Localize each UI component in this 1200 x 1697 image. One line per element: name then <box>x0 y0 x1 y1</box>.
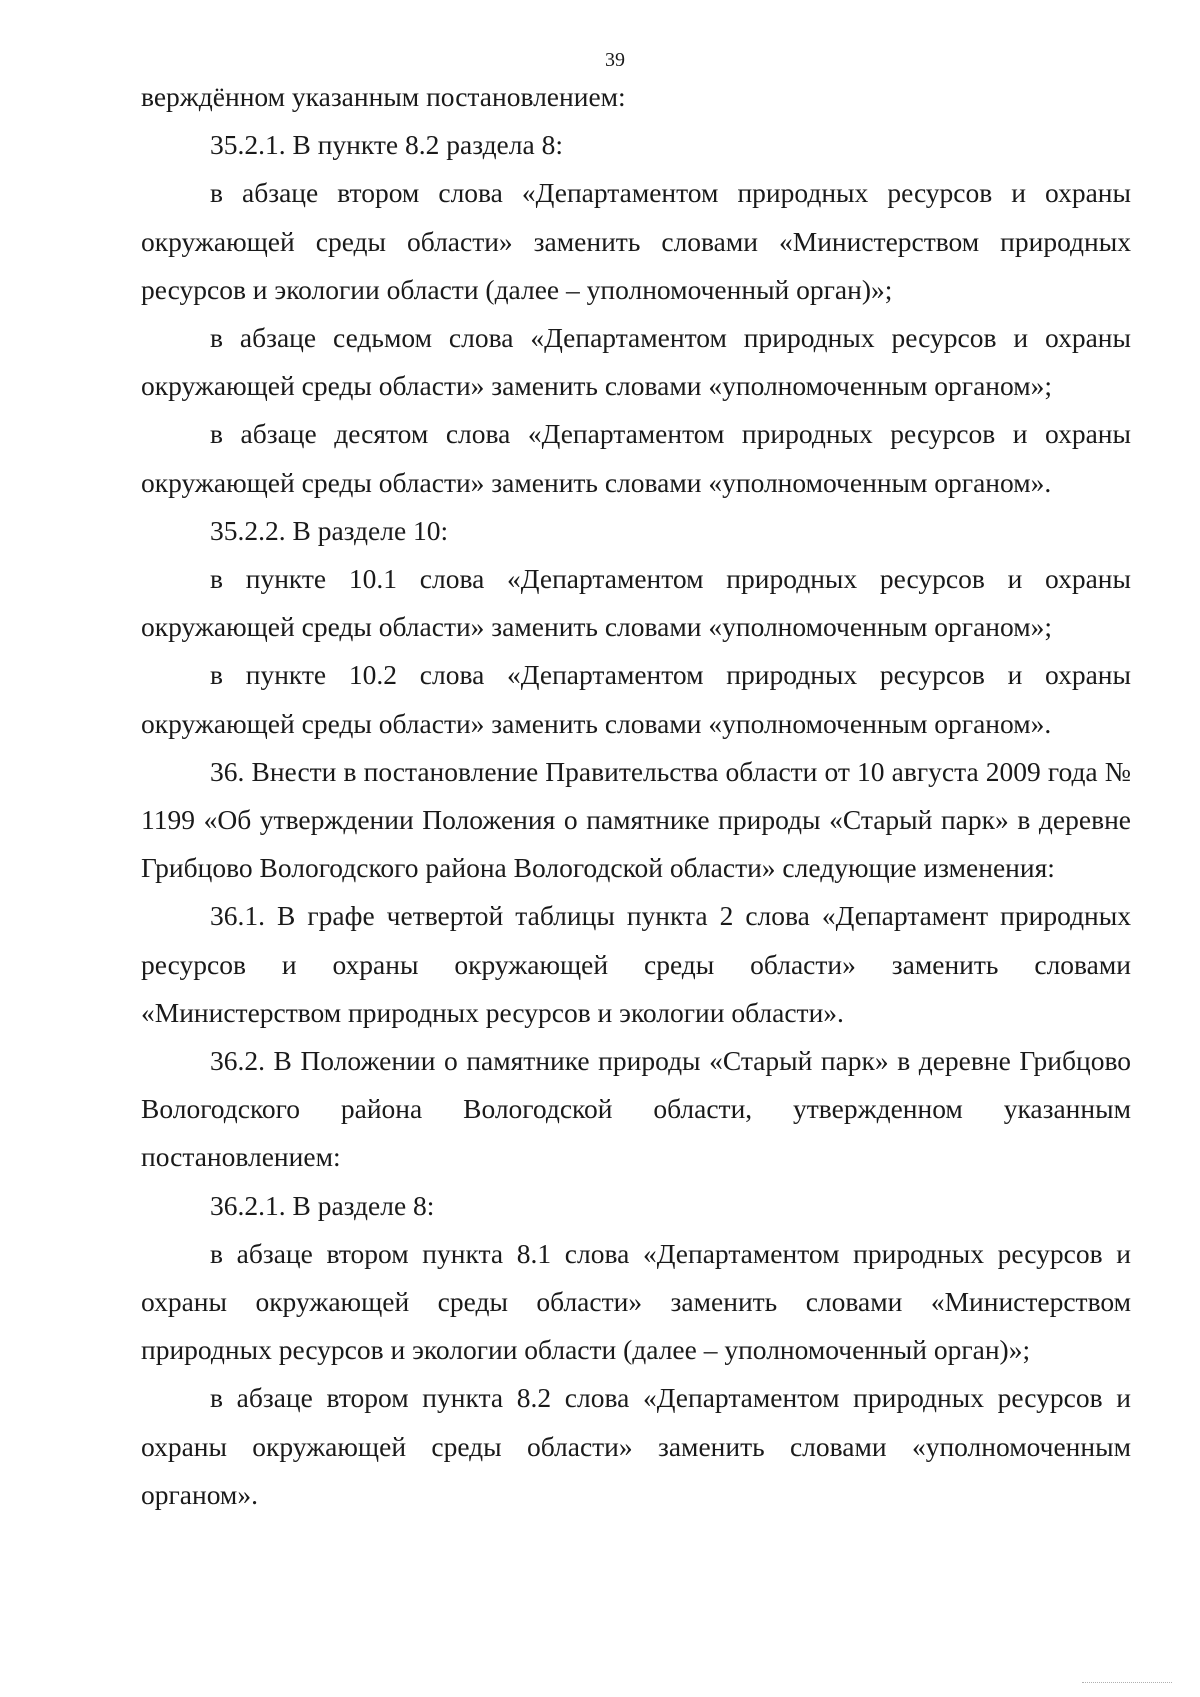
paragraph-item: в абзаце десятом слова «Департаментом природных ресурсов и охраны окружающей среды области» заменить словами «уполномоченным органом». <box>141 418 1131 498</box>
paragraph-item: в абзаце втором слова «Департаментом природных ресурсов и охраны окружающей среды области» заменить словами «Министерством природных ресурсов и экологии области (далее – уполномоченный орган)»; <box>141 177 1131 305</box>
paragraph-35-2-1: 35.2.1. В пункте 8.2 раздела 8: <box>210 129 563 161</box>
paragraph-item: в пункте 10.1 слова «Департаментом природных ресурсов и охраны окружающей среды области» заменить словами «уполномоченным органом»; <box>141 563 1131 643</box>
paragraph-item: в пункте 10.2 слова «Департаментом природных ресурсов и охраны окружающей среды области» заменить словами «уполномоченным органом». <box>141 659 1131 739</box>
paragraph-35-2-2: 35.2.2. В разделе 10: <box>210 514 449 546</box>
page-number: 39 <box>605 49 625 71</box>
paragraph-36-2-1: 36.2.1. В разделе 8: <box>210 1189 435 1221</box>
paragraph-36-1: 36.1. В графе четвертой таблицы пункта 2 слова «Департамент природных ресурсов и охраны окружающей среды области» заменить словами «Министерством природных ресурсов и экологии области». <box>141 900 1131 1028</box>
scan-artifact <box>1082 1682 1172 1689</box>
paragraph-36-2: 36.2. В Положении о памятнике природы «Старый парк» в деревне Грибцово Вологодского района Вологодской области, утвержденном указанным постановлением: <box>141 1045 1131 1173</box>
paragraph-36: 36. Внести в постановление Правительства области от 10 августа 2009 года № 1199 «Об утверждении Положения о памятнике природы «Старый парк» в деревне Грибцово Вологодского района Вологодской области» следующие изменения: <box>141 755 1131 884</box>
paragraph-item: в абзаце втором пункта 8.1 слова «Департаментом природных ресурсов и охраны окружающей среды области» заменить словами «Министерством природных ресурсов и экологии области (далее – уполномоченный орган)»; <box>141 1237 1131 1366</box>
paragraph-continuation: верждённом указанным постановлением: <box>141 81 626 112</box>
document-body <box>141 73 1131 1519</box>
paragraph-item: в абзаце седьмом слова «Департаментом природных ресурсов и охраны окружающей среды области» заменить словами «уполномоченным органом»; <box>141 322 1131 402</box>
paragraph-item: в абзаце втором пункта 8.2 слова «Департаментом природных ресурсов и охраны окружающей среды области» заменить словами «уполномоченным органом». <box>141 1382 1131 1510</box>
